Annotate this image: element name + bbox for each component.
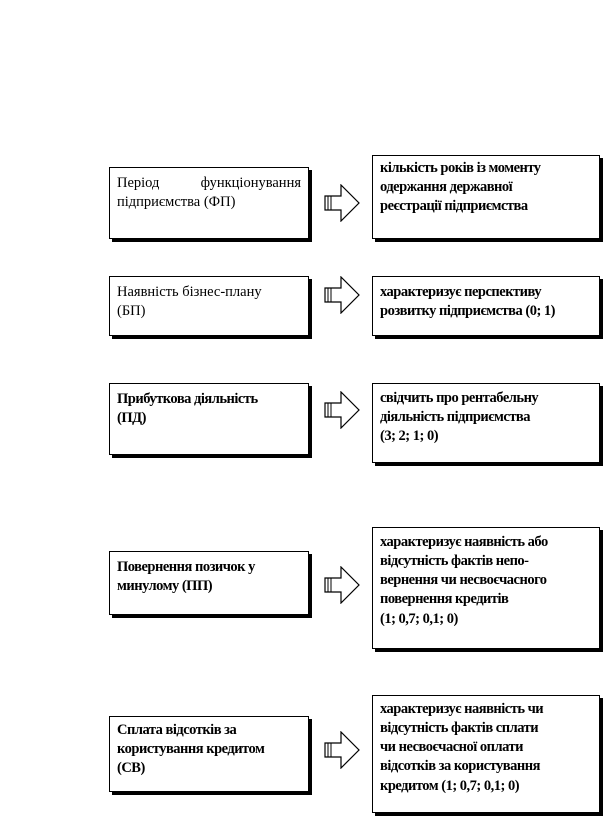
description-line: свідчить про рентабельну	[380, 390, 539, 406]
indicator-line: Сплата відсотків за	[117, 722, 237, 738]
description-line: реєстрації підприємства	[380, 198, 528, 215]
description-box-sv	[372, 695, 600, 813]
indicator-line: (СВ)	[117, 760, 145, 777]
description-box-pp	[372, 527, 600, 649]
description-line: (3; 2; 1; 0)	[380, 428, 439, 445]
description-line: характеризує наявність чи	[380, 701, 544, 717]
description-box-bp	[372, 276, 600, 336]
arrow-right-icon	[324, 731, 362, 769]
description-line: відсутність фактів непо-	[380, 553, 529, 570]
indicator-line: Повернення позичок у	[117, 559, 255, 575]
indicator-line: Наявність бізнес-плану	[117, 284, 262, 300]
indicator-box-pd	[109, 383, 309, 455]
indicator-box-pp	[109, 551, 309, 615]
indicator-box-fp	[109, 167, 309, 239]
description-line: характеризує перспективу	[380, 284, 542, 300]
description-line: повернення кредитів	[380, 591, 509, 608]
arrow-right-icon	[324, 276, 362, 314]
indicator-line: (БП)	[117, 303, 146, 320]
description-line: розвитку підприємства (0; 1)	[380, 303, 555, 320]
indicator-line: минулому (ПП)	[117, 578, 213, 595]
description-box-pd	[372, 383, 600, 463]
indicator-line: Період функціонування	[117, 175, 301, 191]
indicator-line: (ПД)	[117, 410, 146, 427]
description-line: одержання державної	[380, 179, 513, 196]
description-line: кількість років із моменту	[380, 160, 541, 176]
description-line: відсутність фактів сплати	[380, 720, 539, 737]
arrow-right-icon	[324, 566, 362, 604]
arrow-right-icon	[324, 184, 362, 222]
description-line: діяльність підприємства	[380, 409, 531, 426]
description-line: чи несвоєчасної оплати	[380, 739, 524, 756]
description-line: відсотків за користування	[380, 758, 540, 775]
indicator-line: користування кредитом	[117, 741, 265, 758]
description-box-fp	[372, 155, 600, 239]
description-line: характеризує наявність або	[380, 534, 548, 550]
description-line: (1; 0,7; 0,1; 0)	[380, 610, 458, 627]
arrow-right-icon	[324, 391, 362, 429]
indicator-box-sv	[109, 716, 309, 792]
description-line: кредитом (1; 0,7; 0,1; 0)	[380, 777, 520, 794]
indicator-box-bp	[109, 276, 309, 336]
indicator-line: Прибуткова діяльність	[117, 391, 258, 407]
indicator-line: підприємства (ФП)	[117, 194, 236, 211]
description-line: вернення чи несвоєчасного	[380, 572, 547, 589]
